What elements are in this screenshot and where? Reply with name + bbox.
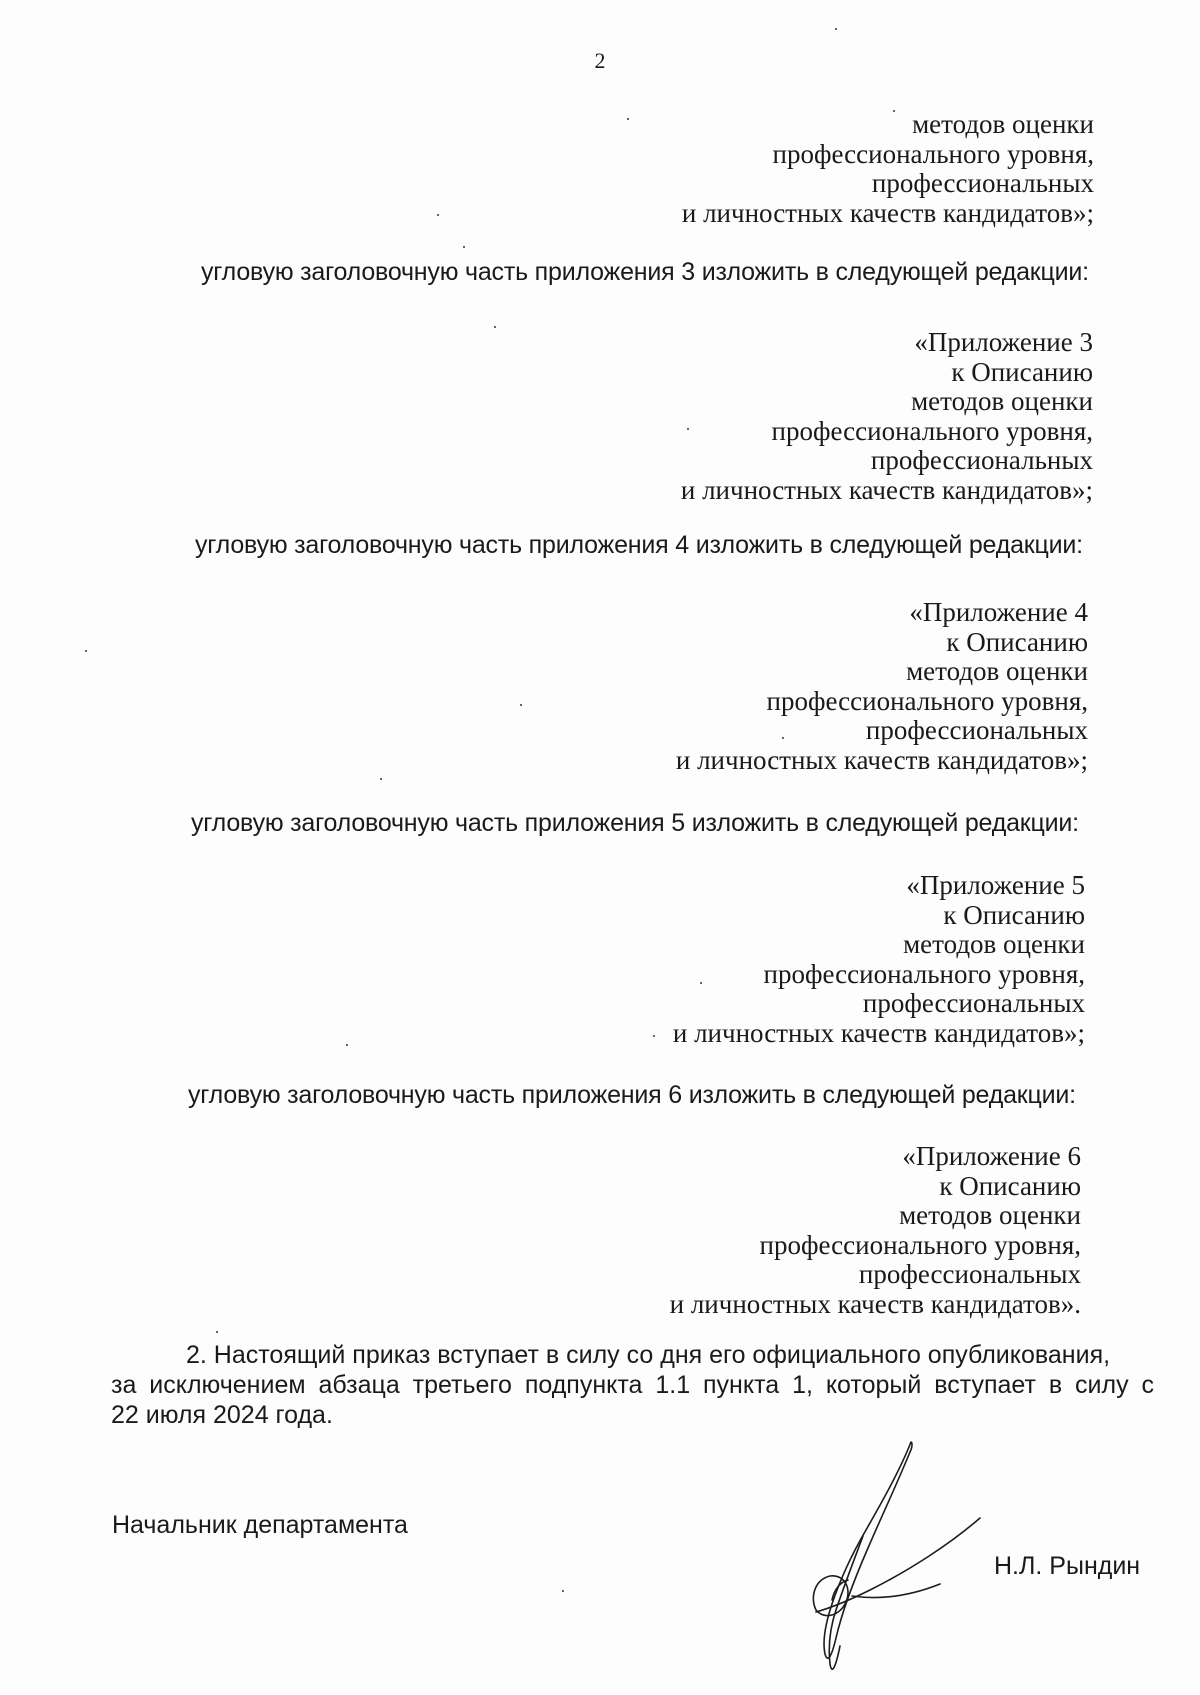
header-line: методов оценки [906, 656, 1088, 686]
signer-title: Начальник департамента [112, 1511, 408, 1539]
scan-speck [463, 246, 465, 248]
scan-speck [216, 1331, 218, 1333]
appendix-header-2-tail [682, 110, 1094, 228]
scan-speck [494, 326, 496, 328]
instruction-appendix-4: угловую заголовочную часть приложения 4 изложить в следующей редакции: [195, 531, 1083, 559]
header-line: «Приложение 5 [906, 870, 1085, 900]
scan-speck [627, 118, 629, 120]
scan-speck [562, 1590, 564, 1592]
header-line: профессиональных [871, 168, 1094, 198]
closing-line: 22 июля 2024 года. [111, 1401, 333, 1429]
instruction-appendix-6: угловую заголовочную часть приложения 6 изложить в следующей редакции: [188, 1081, 1076, 1109]
header-line: «Приложение 3 [914, 327, 1093, 357]
header-line: «Приложение 4 [909, 597, 1088, 627]
header-line: и личностных качеств кандидатов»; [672, 1017, 1085, 1048]
header-line: профессиональных [870, 445, 1093, 475]
appendix-header-3 [681, 328, 1093, 505]
closing-line: за исключением абзаца третьего подпункта 1.1 пункта 1, который вступает в силу с [111, 1371, 1154, 1399]
scan-speck [380, 778, 382, 780]
header-line: профессионального уровня, [763, 958, 1085, 989]
header-line: и личностных качеств кандидатов». [669, 1288, 1081, 1319]
header-line: методов оценки [899, 1200, 1081, 1230]
header-line: и личностных качеств кандидатов»; [675, 744, 1088, 775]
instruction-appendix-5: угловую заголовочную часть приложения 5 изложить в следующей редакции: [191, 809, 1079, 837]
scan-speck [520, 704, 522, 706]
scan-speck [85, 650, 87, 652]
scan-speck [687, 428, 689, 430]
scan-speck [700, 982, 702, 984]
header-line: к Описанию [939, 1170, 1081, 1201]
header-line: «Приложение 6 [902, 1141, 1081, 1171]
appendix-header-4 [676, 598, 1088, 775]
scan-speck [653, 1035, 655, 1037]
scan-speck [346, 1044, 348, 1046]
instruction-appendix-3: угловую заголовочную часть приложения 3 изложить в следующей редакции: [201, 258, 1089, 286]
header-line: методов оценки [912, 109, 1094, 139]
header-line: методов оценки [903, 929, 1085, 959]
page-number: 2 [594, 48, 606, 73]
scan-speck [782, 737, 784, 739]
scan-speck [893, 110, 895, 112]
closing-paragraph [111, 1340, 1154, 1430]
header-line: профессионального уровня, [772, 138, 1094, 169]
header-line: профессионального уровня, [771, 415, 1093, 446]
header-line: и личностных качеств кандидатов»; [681, 197, 1094, 228]
header-line: и личностных качеств кандидатов»; [680, 474, 1093, 505]
handwritten-signature [770, 1440, 1000, 1685]
scan-speck [835, 28, 837, 30]
header-line: профессионального уровня, [759, 1229, 1081, 1260]
header-line: профессионального уровня, [766, 685, 1088, 716]
header-line: профессиональных [862, 988, 1085, 1018]
header-line: к Описанию [943, 899, 1085, 930]
appendix-header-5 [673, 871, 1085, 1048]
header-line: к Описанию [946, 626, 1088, 657]
header-line: профессиональных [858, 1259, 1081, 1289]
scan-speck [437, 214, 439, 216]
signer-name: Н.Л. Рындин [994, 1552, 1141, 1580]
closing-line: 2. Настоящий приказ вступает в силу со дня его официального опубликования, [186, 1341, 1111, 1369]
header-line: методов оценки [911, 386, 1093, 416]
header-line: к Описанию [951, 356, 1093, 387]
appendix-header-6 [670, 1142, 1081, 1319]
header-line: профессиональных [865, 715, 1088, 745]
